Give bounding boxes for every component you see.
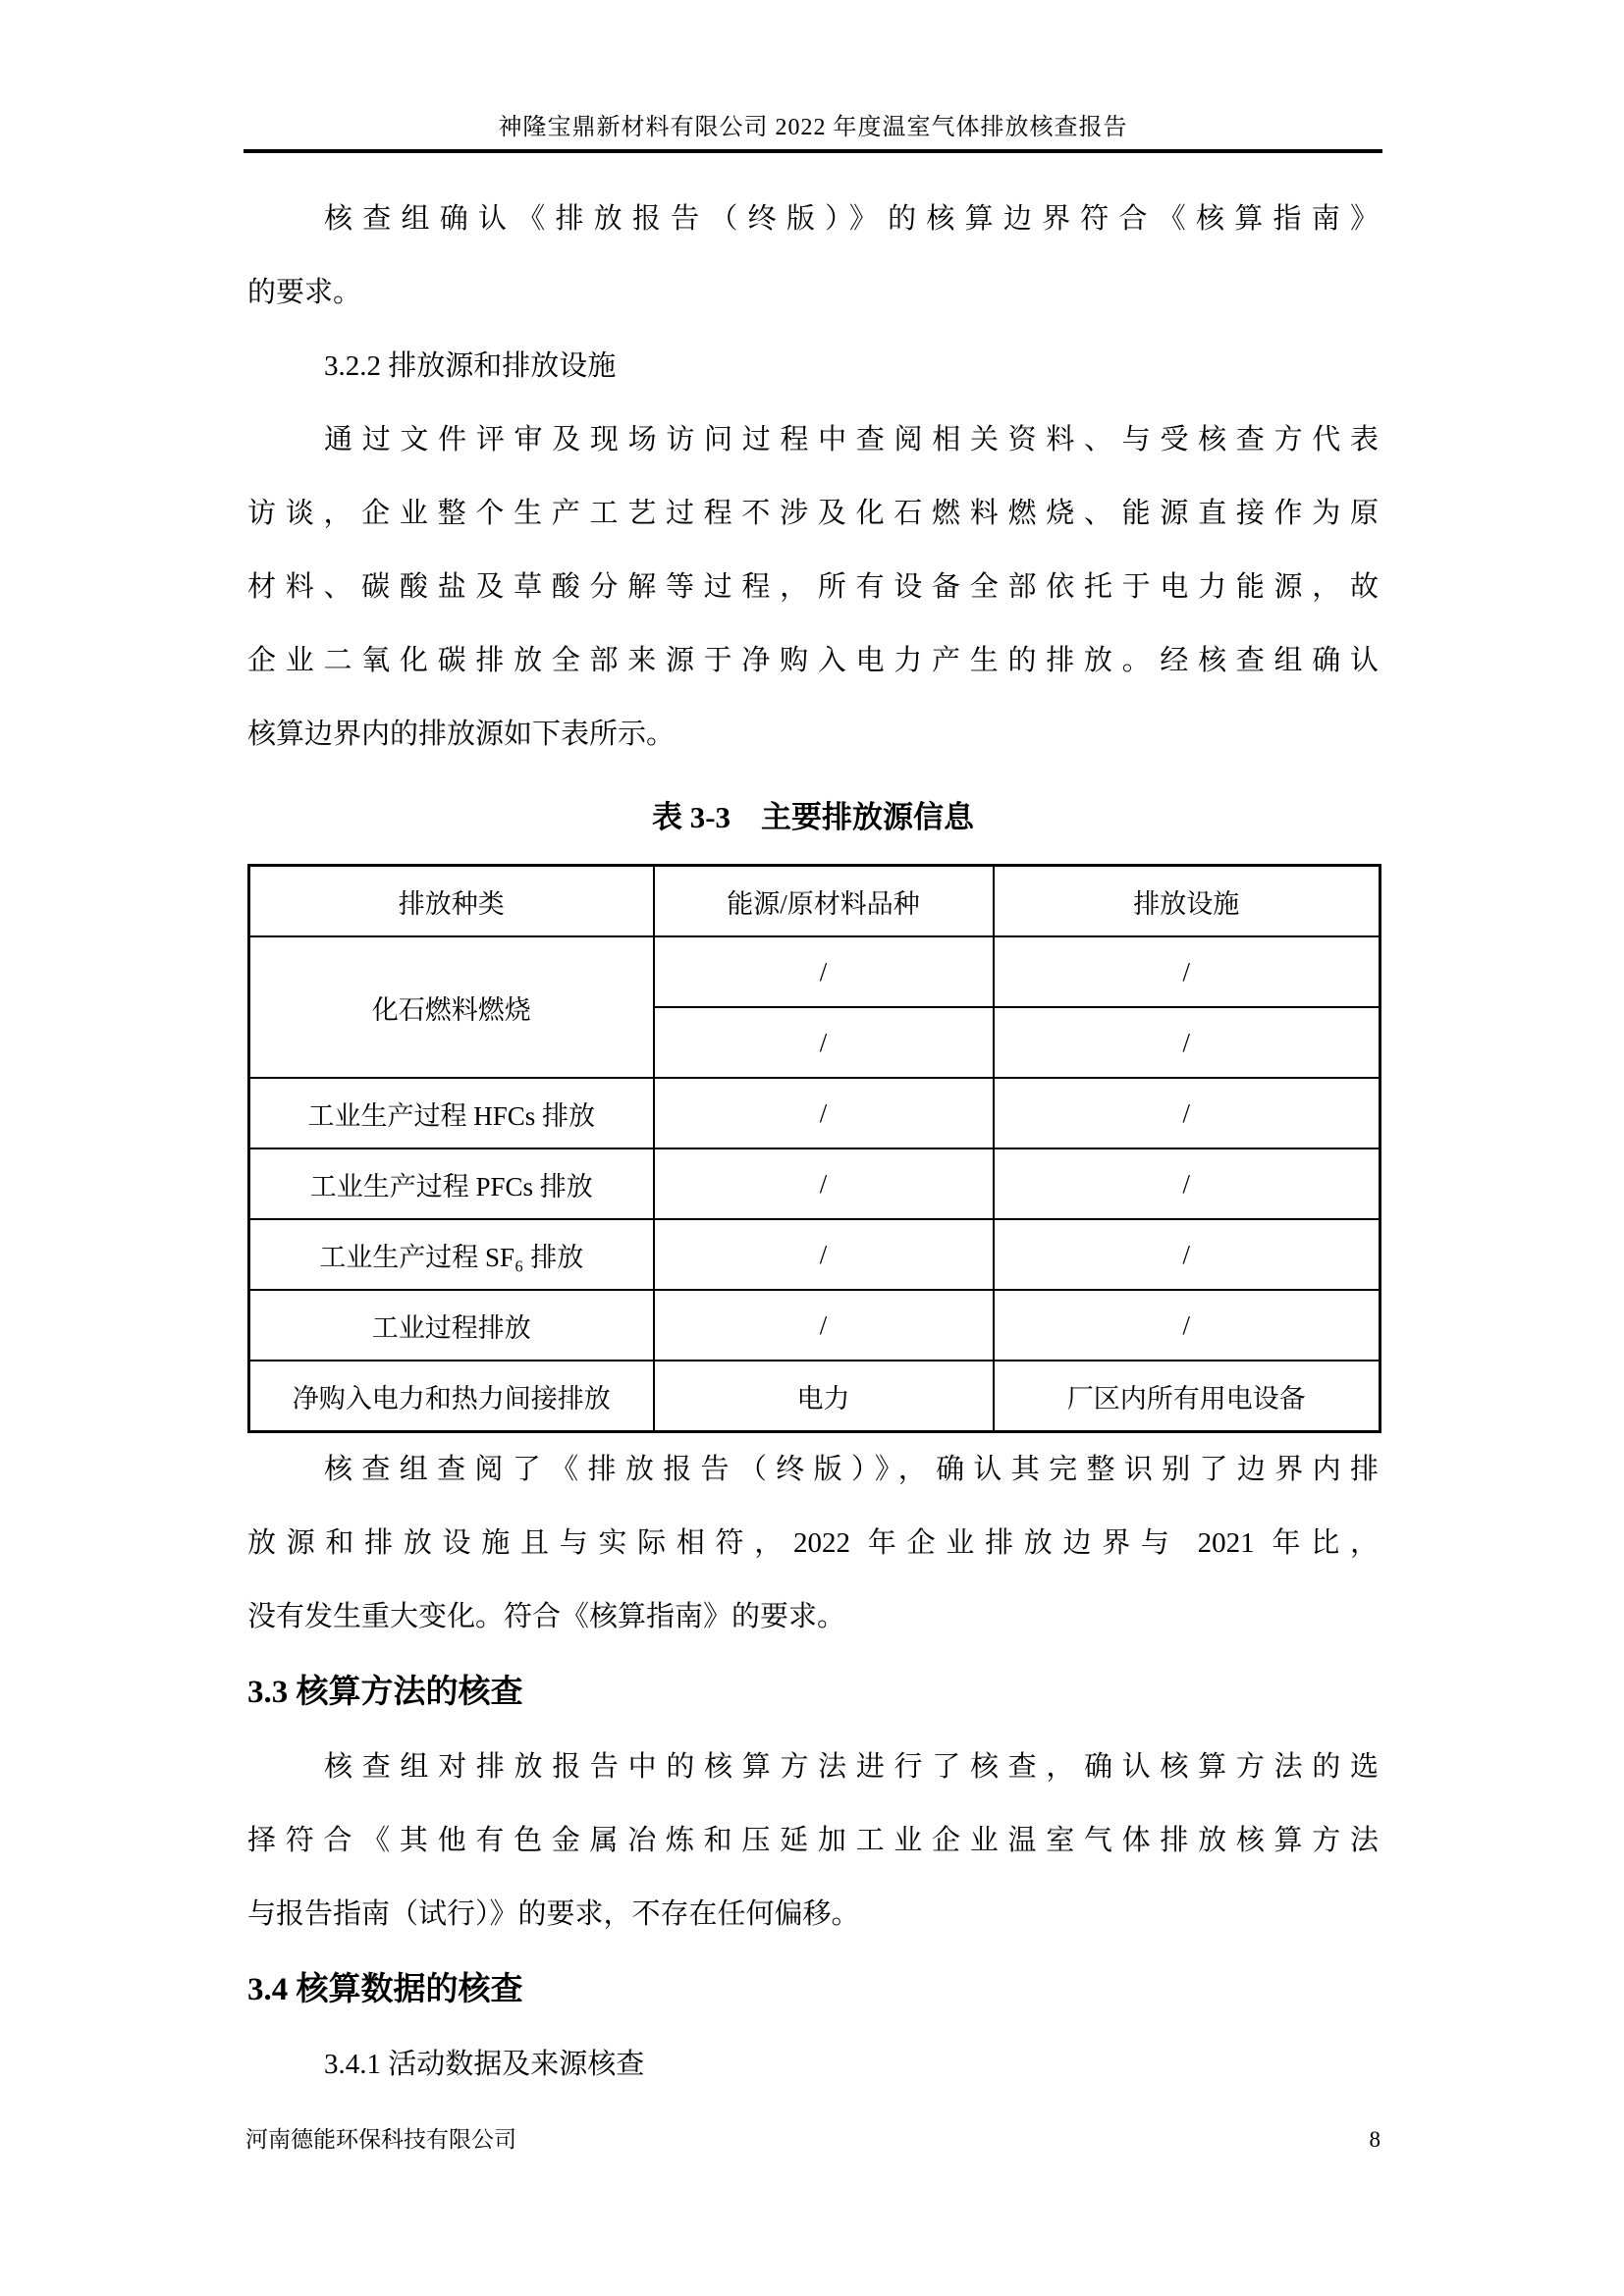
table-cell-energy: /: [654, 936, 994, 1007]
table-cell-energy: /: [654, 1078, 994, 1148]
section-heading-3-3: 3.3 核算方法的核查: [247, 1675, 523, 1710]
document-footer: [245, 2124, 1380, 2156]
table-cell-category: 工业生产过程 HFCs 排放: [249, 1078, 654, 1148]
subsection-heading-3-4-1: 3.4.1 活动数据及来源核查: [324, 2049, 645, 2080]
table-cell-facility: /: [994, 1148, 1380, 1219]
table-cell-energy: 电力: [654, 1361, 994, 1432]
table-row-hfcs: [249, 1078, 1380, 1148]
table-cell-facility: /: [994, 1007, 1380, 1078]
table-cell-energy: /: [654, 1290, 994, 1361]
paragraph-line: 核查组查阅了《排放报告（终版）》，确认其完整识别了边界内排: [324, 1454, 1379, 1485]
table-cell-category: 净购入电力和热力间接排放: [249, 1361, 654, 1432]
table-cell-energy: /: [654, 1219, 994, 1290]
paragraph-line: 核查组对排放报告中的核算方法进行了核查，确认核算方法的选: [324, 1751, 1379, 1783]
table-row-sf6: [249, 1219, 1380, 1290]
table-cell-energy: /: [654, 1148, 994, 1219]
paragraph-line: 通过文件评审及现场访问过程中查阅相关资料、与受核查方代表: [324, 424, 1379, 455]
footer-page-number: 8: [1369, 2127, 1380, 2152]
subsection-heading-3-2-2: 3.2.2 排放源和排放设施: [324, 350, 617, 382]
table-cell-facility: /: [994, 1290, 1380, 1361]
paragraph-line: 的要求。: [247, 277, 362, 308]
table-header-cell-category: 排放种类: [249, 866, 654, 937]
header-rule: [244, 149, 1382, 153]
table-cell-energy: /: [654, 1007, 994, 1078]
table-row-industrial-process: [249, 1290, 1380, 1361]
table-cell-category: 工业生产过程 SF₆ 排放: [249, 1219, 654, 1290]
table-header-row: [249, 866, 1380, 937]
section-heading-3-4: 3.4 核算数据的核查: [247, 1972, 523, 2007]
table-cell-category: 工业生产过程 PFCs 排放: [249, 1148, 654, 1219]
table-title: 表 3-3 主要排放源信息: [651, 800, 975, 834]
document-body: [247, 183, 1379, 2102]
table-cell-facility: 厂区内所有用电设备: [994, 1361, 1380, 1432]
table-header-cell-facility: 排放设施: [994, 866, 1380, 937]
footer-company-name: 河南德能环保科技有限公司: [245, 2127, 516, 2152]
table-header-cell-energy: 能源/原材料品种: [654, 866, 994, 937]
table-cell-category-fossil: 化石燃料燃烧: [249, 936, 654, 1078]
paragraph-line: 放源和排放设施且与实际相符，2022 年企业排放边界与 2021 年比，: [247, 1527, 1379, 1559]
paragraph-line: 核算边界内的排放源如下表所示。: [247, 719, 676, 750]
table-cell-category: 工业过程排放: [249, 1290, 654, 1361]
table-row-pfcs: [249, 1148, 1380, 1219]
table-cell-facility: /: [994, 1078, 1380, 1148]
table-row-purchased-electricity: [249, 1361, 1380, 1432]
emission-sources-table: [247, 864, 1381, 1433]
paragraph-line: 材料、碳酸盐及草酸分解等过程，所有设备全部依托于电力能源，故: [247, 571, 1379, 603]
paragraph-line: 与报告指南（试行）》的要求，不存在任何偏移。: [247, 1898, 860, 1930]
paragraph-line: 核查组确认《排放报告（终版）》的核算边界符合《核算指南》: [324, 203, 1379, 235]
table-cell-facility: /: [994, 1219, 1380, 1290]
paragraph-line: 访谈，企业整个生产工艺过程不涉及化石燃料燃烧、能源直接作为原: [247, 498, 1379, 529]
table-cell-facility: /: [994, 936, 1380, 1007]
table-row-fossil-1: [249, 936, 1380, 1007]
paragraph-line: 没有发生重大变化。符合《核算指南》的要求。: [247, 1601, 846, 1632]
document-header-title: 神隆宝鼎新材料有限公司 2022 年度温室气体排放核查报告: [498, 115, 1128, 140]
paragraph-line: 择符合《其他有色金属冶炼和压延加工业企业温室气体排放核算方法: [247, 1825, 1379, 1856]
paragraph-line: 企业二氧化碳排放全部来源于净购入电力产生的排放。经核查组确认: [247, 645, 1379, 676]
